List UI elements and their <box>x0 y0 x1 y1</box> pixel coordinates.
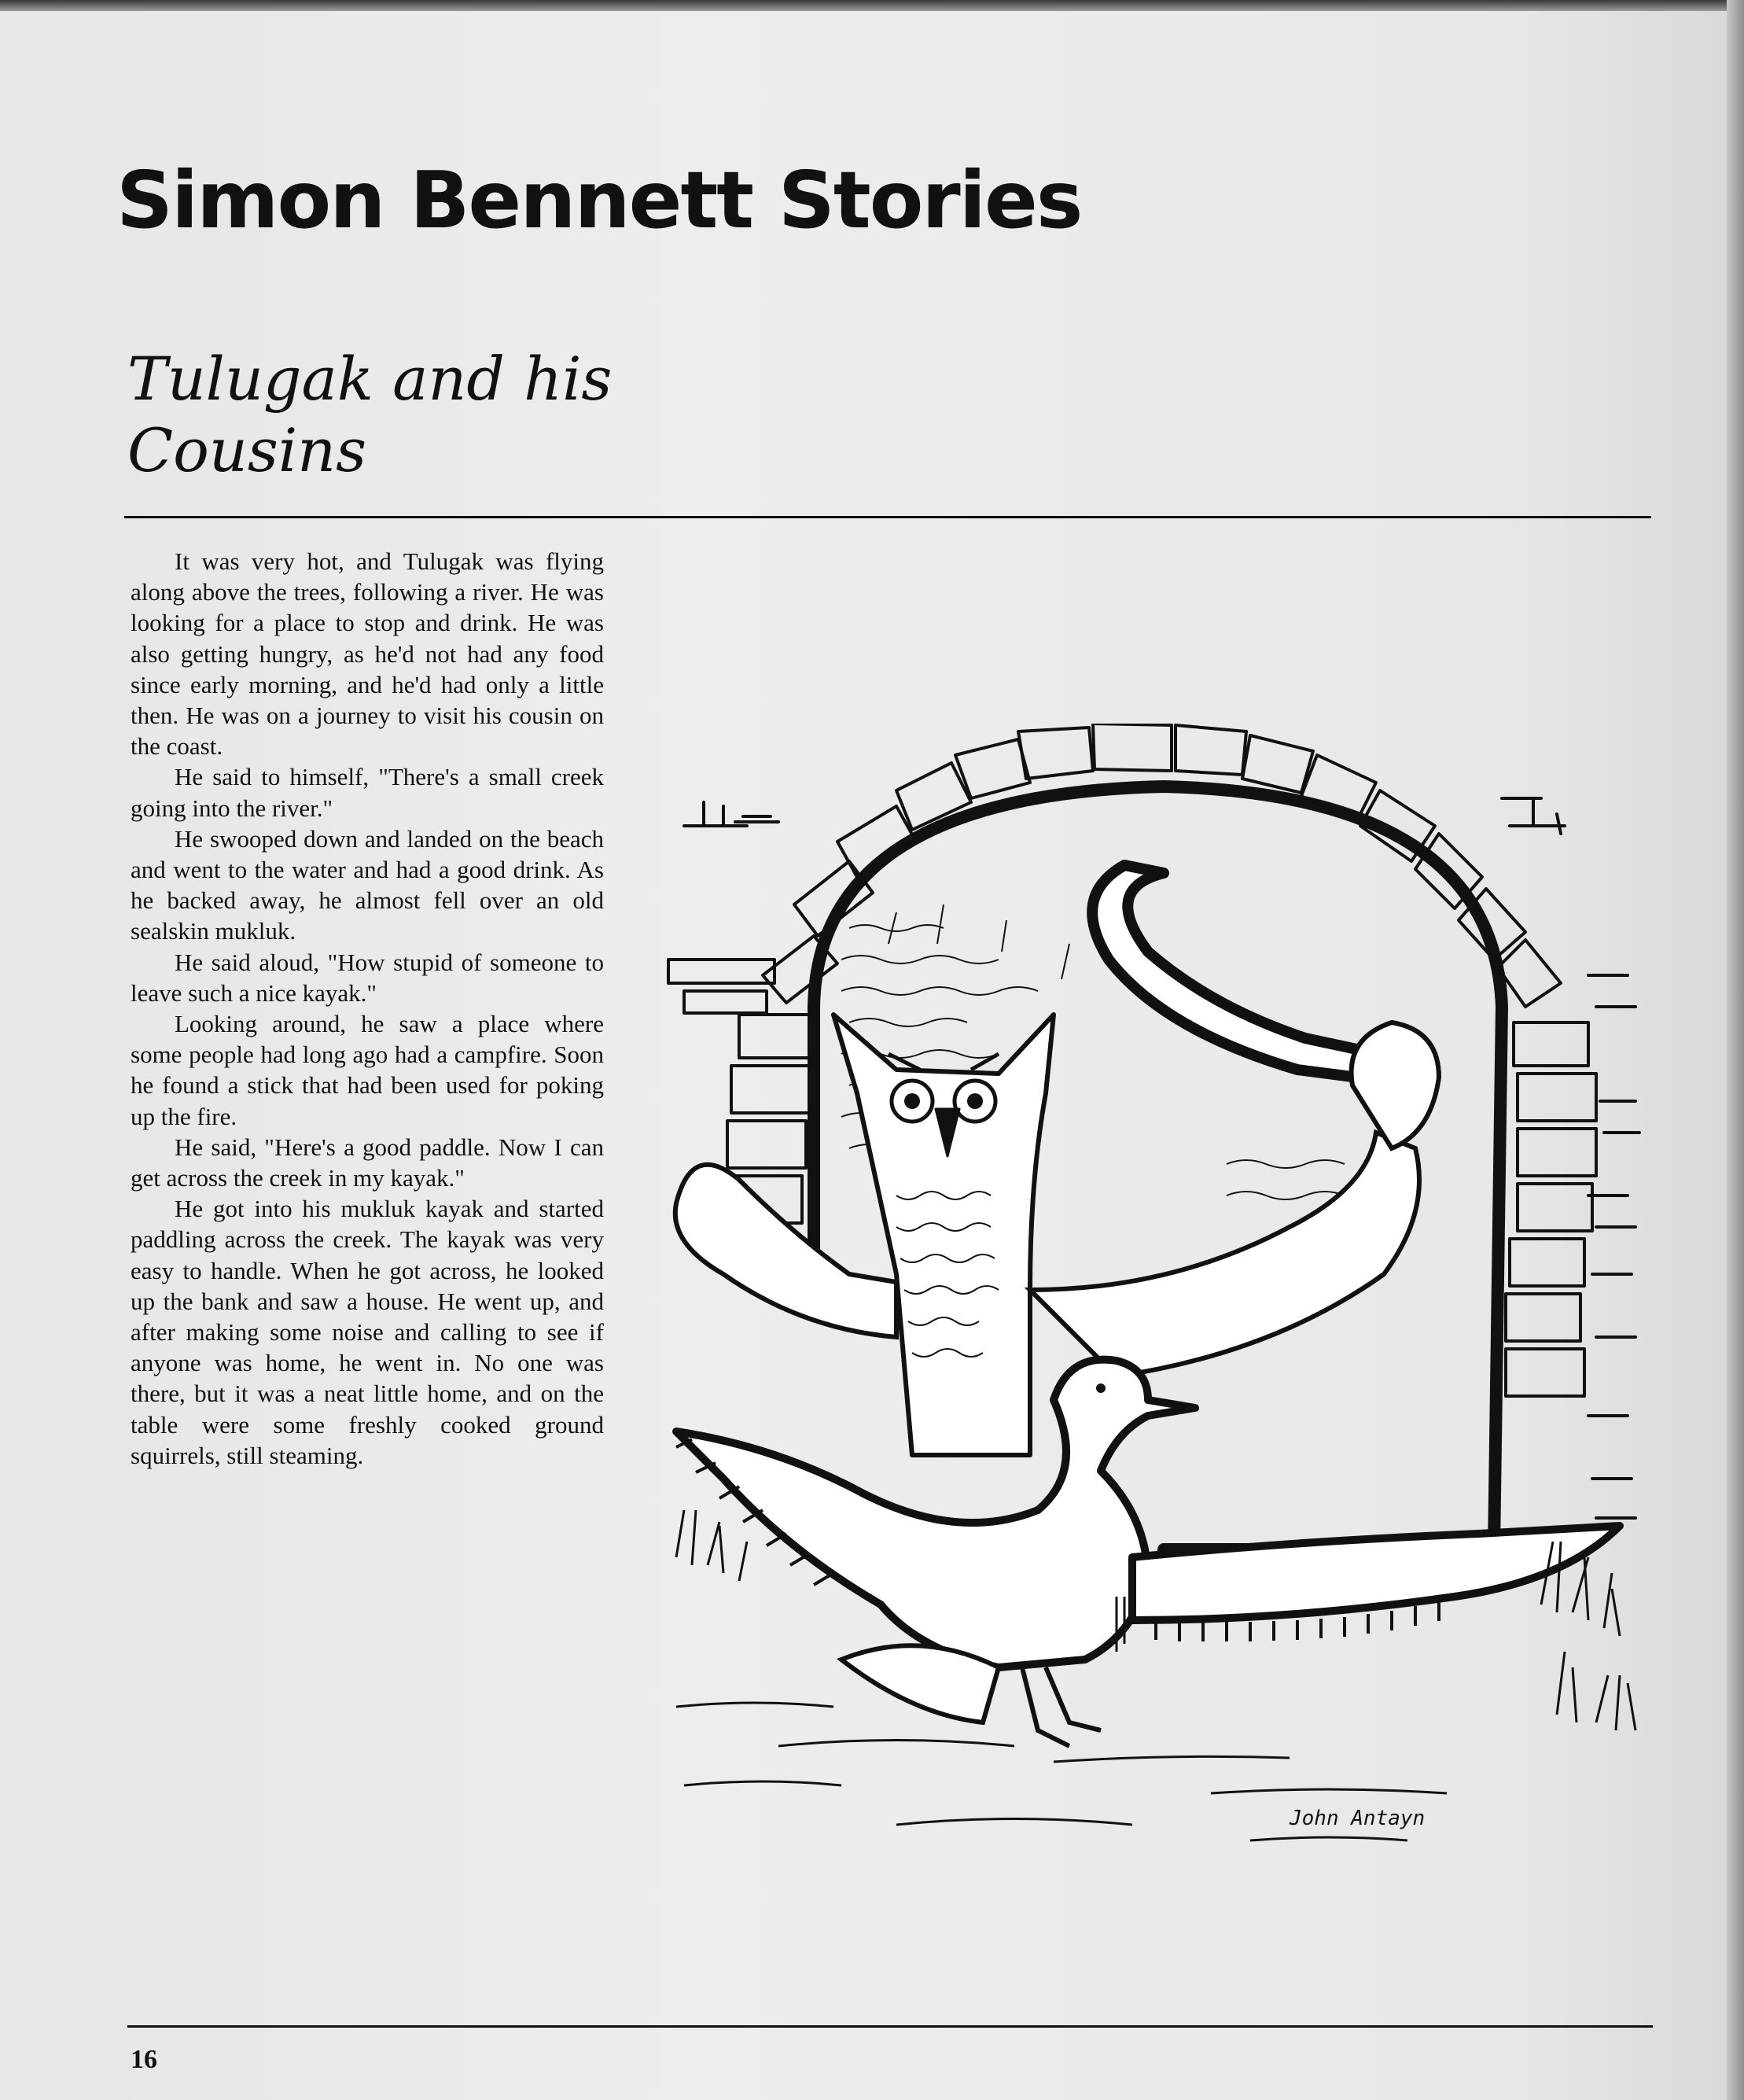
story-paragraph: Looking around, he saw a place where some people had long ago had a campfire. Soon he found a stick that had been used for poking up the fire. <box>131 1010 604 1130</box>
bottom-divider <box>127 2025 1653 2028</box>
story-paragraph: He said to himself, "There's a small creek going into the river." <box>131 763 604 822</box>
story-paragraph: He said, "Here's a good paddle. Now I can get across the creek in my kayak." <box>131 1133 604 1192</box>
artist-signature: John Antayn <box>1290 1807 1426 1830</box>
story-body <box>131 546 604 1471</box>
page-top-edge <box>0 0 1744 11</box>
story-title <box>127 343 678 486</box>
story-title-line-1: Tulugak and his <box>127 344 613 414</box>
story-paragraph: He swooped down and landed on the beach and went to the water and had a good drink. As he backed away, he almost fell over an old sealskin mukluk. <box>131 824 604 945</box>
page-title: Simon Bennett Stories <box>116 154 1082 246</box>
page-number: 16 <box>131 2045 157 2074</box>
story-paragraph: It was very hot, and Tulugak was flying along above the trees, following a river. He was looking for a place to stop and drink. He was also getting hungry, as he'd not had any food since early morning, and he'd had only a little then. He was on a journey to visit his cousin on the coast. <box>131 547 604 761</box>
top-divider <box>124 516 1651 518</box>
story-paragraph: He said aloud, "How stupid of someone to leave such a nice kayak." <box>131 948 604 1007</box>
owl-arch-illustration <box>660 724 1667 1872</box>
illustration-drawing <box>660 724 1667 1872</box>
page-binding-edge <box>1727 0 1744 2100</box>
story-title-line-2: Cousins <box>127 415 367 486</box>
story-paragraph: He got into his mukluk kayak and started paddling across the creek. The kayak was very easy to handle. When he got across, he looked up the bank and saw a house. He went up, and after making some noise and calling to see if anyone was home, he went in. No one was there, but it was a neat little home, and on the table were some freshly cooked ground squirrels, still steaming. <box>131 1195 604 1469</box>
